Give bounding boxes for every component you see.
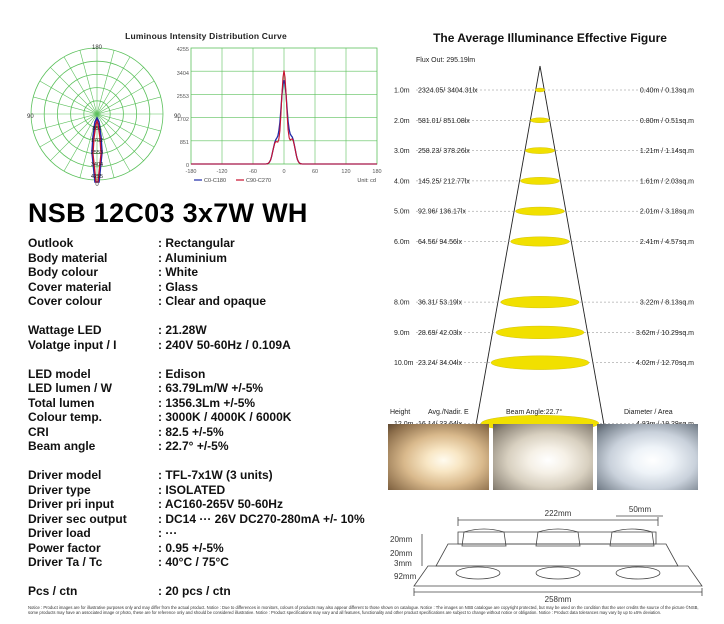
row-diameter: 3.22m / 8.13sq.m [639, 299, 694, 307]
row-diameter: 4.02m / 12.70sq.m [636, 360, 694, 368]
row-height: 3.0m [394, 148, 410, 156]
spec-value: : 22.7° +/-5% [158, 439, 229, 453]
spec-value: : AC160-265V 50-60Hz [158, 497, 283, 511]
photo-3000k [388, 424, 489, 490]
polar-grid [31, 48, 163, 180]
spec-row-cover-material [28, 280, 400, 294]
spec-label: Driver model [28, 468, 102, 482]
polar-svg [22, 42, 182, 187]
spec-label: LED model [28, 366, 91, 381]
dim-h1: 20mm [390, 535, 413, 544]
spec-label: Colour temp. [28, 410, 102, 424]
polar-ring-label-3: 2553 [90, 150, 104, 156]
dim-222: 222mm [544, 509, 572, 518]
spec-row-body-material [28, 251, 400, 265]
row-lux: 145.25/ 212.77lx [418, 178, 470, 186]
spec-row-driver-load [28, 526, 400, 540]
illuminance-title: The Average Illuminance Effective Figure [433, 31, 667, 45]
polar-angle-top: 180 [91, 45, 103, 51]
cup-2 [536, 529, 580, 546]
light-spot [516, 207, 565, 215]
row-lux: 64.56/ 94.56lx [418, 239, 462, 246]
row-height: 6.0m [394, 239, 410, 246]
spec-label: CRI [28, 424, 49, 439]
spec-value: : White [158, 265, 198, 279]
row-diameter: 2.41m / 4.57sq.m [639, 239, 694, 246]
polar-ring-label-1: 851 [92, 126, 102, 132]
spec-label: Driver type [28, 482, 91, 497]
light-spot [520, 177, 559, 184]
spec-value: : 240V 50-60Hz / 0.109A [158, 337, 291, 352]
housing-top [458, 532, 656, 544]
spec-value: : 0.95 +/-5% [158, 540, 224, 555]
row-lux: 2324.05/ 3404.31lx [418, 87, 478, 95]
spec-value: : Rectangular [158, 236, 235, 250]
lens-3 [616, 567, 660, 579]
spec-row-driver-pri-input [28, 497, 400, 511]
spec-row-outlook [28, 236, 400, 250]
spec-row-body-colour [28, 265, 400, 279]
footer-beam: Beam Angle:22.7° [506, 409, 563, 416]
light-spot [501, 296, 579, 308]
cup-1 [462, 529, 506, 546]
spec-value: : Clear and opaque [158, 294, 267, 308]
polar-angle-bottom: 0 [95, 182, 99, 188]
row-lux: 258.23/ 378.26lx [418, 148, 470, 156]
polar-ring-label-5: 4255 [90, 174, 104, 180]
row-height: 1.0m [394, 87, 410, 95]
illuminance-diagram [388, 50, 708, 420]
row-height: 9.0m [394, 329, 410, 337]
spec-row-power-factor [28, 541, 400, 555]
cup-3 [610, 529, 654, 546]
light-spot [535, 88, 545, 92]
spec-label: Body colour [28, 265, 99, 279]
row-diameter: 2.01m / 3.18sq.m [639, 208, 694, 216]
product-title: NSB 12C03 3x7W WH [28, 198, 308, 228]
lens-1 [456, 567, 500, 579]
row-diameter: 1.21m / 1.14sq.m [639, 148, 694, 156]
row-height: 10.0m [394, 360, 414, 368]
row-lux: 92.96/ 136.17lx [418, 208, 466, 216]
legend-c90: C90-C270 [246, 178, 272, 184]
row-diameter: 0.80m / 0.51sq.m [639, 117, 694, 125]
spec-label: Body material [28, 250, 108, 265]
lens-2 [536, 567, 580, 579]
cart-x-tick-60: 60 [311, 169, 319, 175]
footer-diameter: Diameter / Area [624, 409, 673, 416]
cart-y-tick-2553: 2553 [176, 94, 189, 100]
spec-value: : ··· [158, 526, 178, 540]
photometric-title: Luminous Intensity Distribution Curve [125, 31, 287, 41]
spec-label: Total lumen [28, 395, 95, 410]
light-spot [496, 326, 584, 339]
spec-label: Power factor [28, 540, 101, 555]
polar-angle-left: 90 [27, 114, 34, 120]
spec-row-pcs-ctn [28, 584, 400, 598]
row-height: 8.0m [394, 299, 410, 307]
spec-row-wattage [28, 323, 400, 337]
cartesian-diagram [176, 42, 386, 192]
cart-y-tick-3404: 3404 [176, 71, 189, 77]
spec-value: : Glass [158, 279, 199, 294]
polar-ring-label-4: 3404 [90, 162, 104, 168]
light-spot [511, 237, 570, 246]
spec-row-driver-sec-output [28, 512, 400, 526]
spec-row-cri [28, 425, 400, 439]
spec-label: Driver pri input [28, 497, 115, 511]
polar-ring-label-2: 1702 [90, 138, 104, 144]
spec-row-led-lumen [28, 381, 400, 395]
spec-row-driver-ta-tc [28, 555, 400, 569]
dim-h3: 3mm [394, 559, 412, 568]
dim-50: 50mm [628, 505, 652, 514]
row-lux: 23.24/ 34.04lx [418, 360, 462, 368]
spec-value: : DC14 ··· 26V DC270-280mA +/- 10% [158, 511, 365, 526]
row-lux: 28.69/ 42.03lx [418, 329, 462, 337]
spec-label: Driver load [28, 526, 91, 540]
photo-6000k [597, 424, 698, 490]
spec-label: Pcs / ctn [28, 584, 78, 598]
cart-x-tick-m60: -60 [249, 169, 257, 175]
spec-value: : 3000K / 4000K / 6000K [158, 410, 292, 424]
spec-row-colour-temp [28, 410, 400, 424]
footer-avg: Avg./Nadir. E [428, 409, 469, 416]
row-height: 4.0m [394, 178, 410, 186]
cart-x-tick-m180: -180 [185, 169, 197, 175]
spec-value: : 63.79Lm/W +/-5% [158, 381, 264, 395]
footer-height: Height [390, 409, 411, 416]
spec-value: : 21.28W [158, 323, 207, 337]
spec-row-cover-colour [28, 294, 400, 308]
spec-row-driver-model [28, 468, 400, 482]
spec-value: : 40°C / 75°C [158, 555, 229, 569]
dim-depth: 92mm [394, 572, 417, 581]
colour-temp-photos [388, 424, 698, 490]
cart-x-tick-m120: -120 [216, 169, 228, 175]
dimension-svg [388, 500, 708, 604]
flux-out: Flux Out: 295.19lm [416, 57, 476, 64]
spec-value: : Aluminium [158, 250, 227, 265]
dimension-drawing [388, 500, 708, 604]
light-spot [491, 356, 589, 370]
spec-label: Outlook [28, 236, 74, 250]
housing-body [436, 544, 678, 566]
photo-4000k [493, 424, 594, 490]
spec-label: Driver sec output [28, 511, 127, 526]
spec-value: : 20 pcs / ctn [158, 584, 231, 598]
cart-y-tick-851: 851 [179, 140, 189, 146]
housing-flange [414, 566, 702, 586]
spec-row-beam-angle [28, 439, 400, 453]
row-lux: 581.01/ 851.08lx [418, 117, 470, 125]
dim-258: 258mm [544, 595, 572, 604]
spec-label: Cover material [28, 279, 112, 294]
notice-text: Notice : Product images are for illustrative purposes only and may differ from the actual product. Notice : Due to differences in monitors, colours of products may also appear different to those shown on catalogue. Notice : The images on NSB catalogue are copyright protected, but may be used on the condition that the user credits the source of the picture ©NSB, some products may have an associated image or photo, these are for reference only and should be considered illustrative. Notice : Product specifications may vary and all features, functionality and other product specifications are subject to change without notice or obligation. Notice : Product data tolerances may vary by up to ±5% deviation. [28, 605, 699, 615]
row-diameter: 1.61m / 2.03sq.m [639, 178, 694, 186]
light-spot [530, 118, 550, 123]
illuminance-rows [394, 88, 694, 432]
cart-y-tick-4255: 4255 [176, 47, 189, 53]
row-diameter: 0.40m / 0.13sq.m [639, 87, 694, 95]
row-height: 2.0m [394, 117, 410, 125]
spec-value: : 1356.3Lm +/-5% [158, 395, 256, 410]
spec-value: : 82.5 +/-5% [158, 424, 224, 439]
cartesian-svg [176, 42, 386, 192]
spec-row-led-model [28, 367, 400, 381]
spec-label: Cover colour [28, 294, 103, 308]
row-lux: 36.31/ 53.19lx [418, 299, 462, 307]
spec-value: : ISOLATED [158, 482, 226, 497]
cart-x-tick-120: 120 [341, 169, 351, 175]
light-spot [525, 148, 554, 154]
spec-row-driver-type [28, 483, 400, 497]
spec-label: Beam angle [28, 439, 96, 453]
polar-angle-right: 90 [174, 114, 181, 120]
spec-label: Wattage LED [28, 323, 102, 337]
illuminance-svg [388, 50, 708, 420]
spec-label: Volatge input / I [28, 337, 117, 352]
spec-row-total-lumen [28, 396, 400, 410]
spec-row-voltage [28, 338, 400, 352]
spec-label: LED lumen / W [28, 381, 112, 395]
dim-h2: 20mm [390, 549, 413, 558]
cart-x-tick-0: 0 [282, 169, 286, 175]
cart-unit: Unit: cd [357, 178, 376, 184]
polar-diagram [22, 42, 182, 187]
cart-x-tick-180: 180 [372, 169, 382, 175]
cart-y-tick-1702: 1702 [176, 117, 189, 123]
spec-value: : Edison [158, 366, 206, 381]
spec-value: : TFL-7x1W (3 units) [158, 468, 273, 482]
cartesian-grid [191, 48, 377, 164]
row-diameter: 3.62m / 10.29sq.m [636, 329, 694, 337]
legend-c0: C0-C180 [204, 178, 227, 184]
row-height: 5.0m [394, 208, 410, 216]
spec-label: Driver Ta / Tc [28, 555, 103, 569]
cart-y-tick-0: 0 [185, 163, 189, 169]
